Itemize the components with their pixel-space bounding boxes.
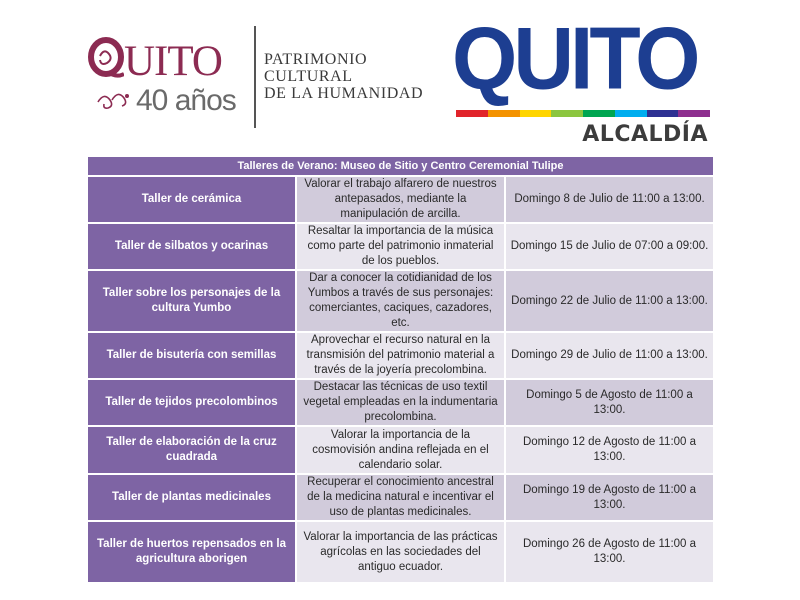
color-stripe bbox=[488, 110, 520, 117]
workshop-date: Domingo 8 de Julio de 11:00 a 13:00. bbox=[505, 176, 714, 223]
color-stripe bbox=[678, 110, 710, 117]
quito-q-letter-icon bbox=[88, 36, 124, 82]
workshop-name: Taller de tejidos precolombinos bbox=[87, 379, 296, 426]
workshop-description: Resaltar la importancia de la música como parte del patrimonio inmaterial de los pueblos. bbox=[296, 223, 505, 270]
quito-40-years-text: 40 años bbox=[136, 84, 236, 117]
table-row bbox=[87, 332, 714, 379]
quito-40-word: UITO bbox=[124, 38, 222, 85]
workshop-description: Recuperar el conocimiento ancestral de la medicina natural e incentivar el uso de plantas medicinales. bbox=[296, 474, 505, 521]
table-row bbox=[87, 379, 714, 426]
workshop-name: Taller de huertos repensados en la agricultura aborigen bbox=[87, 521, 296, 583]
ornament-icon bbox=[94, 88, 132, 112]
table-row bbox=[87, 426, 714, 474]
table-row bbox=[87, 223, 714, 270]
patrimonio-line: PATRIMONIO bbox=[264, 51, 368, 68]
workshop-date: Domingo 12 de Agosto de 11:00 a 13:00. bbox=[505, 426, 714, 474]
workshop-date: Domingo 22 de Julio de 11:00 a 13:00. bbox=[505, 270, 714, 332]
workshop-description: Destacar las técnicas de uso textil vegetal empleadas en la indumentaria precolombina. bbox=[296, 379, 505, 426]
workshop-description: Valorar la importancia de la cosmovisión andina reflejada en el calendario solar. bbox=[296, 426, 505, 474]
table-row bbox=[87, 521, 714, 583]
color-stripe bbox=[520, 110, 552, 117]
workshop-name: Taller de cerámica bbox=[87, 176, 296, 223]
workshop-date: Domingo 29 de Julio de 11:00 a 13:00. bbox=[505, 332, 714, 379]
color-stripe bbox=[615, 110, 647, 117]
workshop-name: Taller de bisutería con semillas bbox=[87, 332, 296, 379]
workshop-description: Dar a conocer la cotidianidad de los Yumbos a través de sus personajes: comerciantes, caciques, cazadores, etc. bbox=[296, 270, 505, 332]
patrimonio-line: DE LA HUMANIDAD bbox=[264, 85, 424, 102]
workshop-date: Domingo 15 de Julio de 07:00 a 09:00. bbox=[505, 223, 714, 270]
workshop-schedule-table bbox=[86, 155, 715, 584]
workshop-date: Domingo 26 de Agosto de 11:00 a 13:00. bbox=[505, 521, 714, 583]
color-stripe-bar bbox=[456, 110, 710, 117]
quito-alcaldia-logo bbox=[452, 8, 714, 148]
workshop-description: Valorar la importancia de las prácticas agrícolas en las sociedades del antiguo ecuador. bbox=[296, 521, 505, 583]
workshop-description: Aprovechar el recurso natural en la transmisión del patrimonio material a través de la joyería precolombina. bbox=[296, 332, 505, 379]
color-stripe bbox=[456, 110, 488, 117]
workshop-date: Domingo 19 de Agosto de 11:00 a 13:00. bbox=[505, 474, 714, 521]
workshop-date: Domingo 5 de Agosto de 11:00 a 13:00. bbox=[505, 379, 714, 426]
patrimonio-line: CULTURAL bbox=[264, 68, 353, 85]
table-row bbox=[87, 176, 714, 223]
workshop-name: Taller de elaboración de la cruz cuadrada bbox=[87, 426, 296, 474]
quito-40-anos-logo bbox=[88, 36, 248, 126]
color-stripe bbox=[583, 110, 615, 117]
workshop-description: Valorar el trabajo alfarero de nuestros antepasados, mediante la manipulación de arcilla. bbox=[296, 176, 505, 223]
header-divider bbox=[254, 26, 256, 128]
workshop-name: Taller de plantas medicinales bbox=[87, 474, 296, 521]
workshop-name: Taller sobre los personajes de la cultura Yumbo bbox=[87, 270, 296, 332]
patrimonio-cultural-text bbox=[264, 51, 423, 102]
table-row bbox=[87, 270, 714, 332]
table-title: Talleres de Verano: Museo de Sitio y Centro Ceremonial Tulipe bbox=[87, 156, 714, 176]
alcaldia-label: ALCALDÍA bbox=[582, 122, 708, 147]
color-stripe bbox=[551, 110, 583, 117]
table-row bbox=[87, 474, 714, 521]
color-stripe bbox=[647, 110, 679, 117]
table-title-row bbox=[87, 156, 714, 176]
workshop-name: Taller de silbatos y ocarinas bbox=[87, 223, 296, 270]
quito-logo-word: QUITO bbox=[452, 8, 697, 108]
